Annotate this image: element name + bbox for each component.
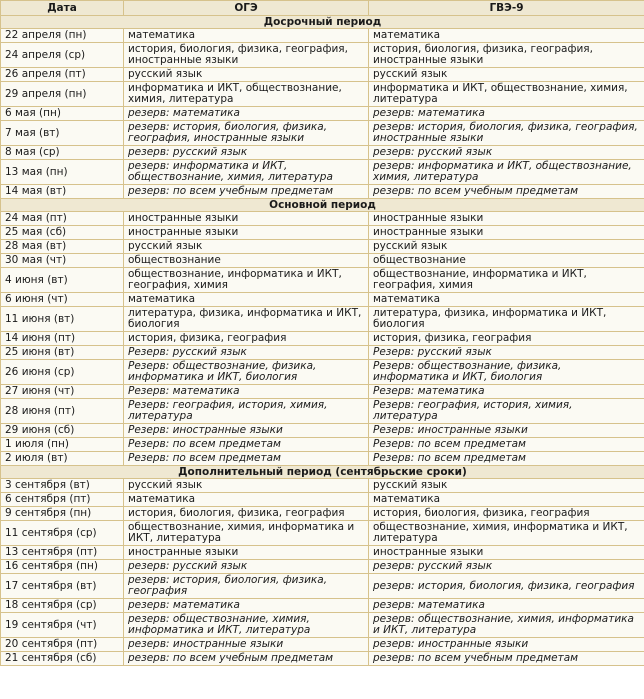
date-cell: 8 мая (ср) — [1, 146, 124, 160]
table-row — [1, 599, 644, 613]
date-cell: 29 июня (сб) — [1, 424, 124, 438]
oge-cell: история, биология, физика, география — [124, 507, 369, 521]
oge-cell: Резерв: русский язык — [124, 346, 369, 360]
date-cell: 25 мая (сб) — [1, 226, 124, 240]
oge-cell: Резерв: иностранные языки — [124, 424, 369, 438]
date-cell: 4 июня (вт) — [1, 268, 124, 293]
oge-cell: резерв: математика — [124, 107, 369, 121]
date-cell: 6 сентября (пт) — [1, 493, 124, 507]
date-cell: 9 сентября (пн) — [1, 507, 124, 521]
table-body — [1, 16, 644, 666]
oge-cell: иностранные языки — [124, 212, 369, 226]
oge-cell: история, биология, физика, география, иностранные языки — [124, 43, 369, 68]
table-row — [1, 521, 644, 546]
gve-cell: иностранные языки — [369, 226, 644, 240]
gve-cell: Резерв: география, история, химия, литература — [369, 399, 644, 424]
section-row — [1, 466, 644, 479]
gve-cell: обществознание, информатика и ИКТ, география, химия — [369, 268, 644, 293]
oge-cell: русский язык — [124, 68, 369, 82]
table-row — [1, 493, 644, 507]
gve-cell: резерв: информатика и ИКТ, обществознание, химия, литература — [369, 160, 644, 185]
date-cell: 2 июля (вт) — [1, 452, 124, 466]
oge-cell: литература, физика, информатика и ИКТ, биология — [124, 307, 369, 332]
date-cell: 7 мая (вт) — [1, 121, 124, 146]
table-row — [1, 121, 644, 146]
date-cell: 21 сентября (сб) — [1, 652, 124, 666]
gve-cell: литература, физика, информатика и ИКТ, биология — [369, 307, 644, 332]
gve-cell: русский язык — [369, 240, 644, 254]
date-cell: 19 сентября (чт) — [1, 613, 124, 638]
table-row — [1, 638, 644, 652]
date-cell: 22 апреля (пн) — [1, 29, 124, 43]
table-row — [1, 613, 644, 638]
date-cell: 6 мая (пн) — [1, 107, 124, 121]
gve-cell: математика — [369, 293, 644, 307]
table-row — [1, 438, 644, 452]
gve-cell: Резерв: иностранные языки — [369, 424, 644, 438]
oge-cell: резерв: иностранные языки — [124, 638, 369, 652]
oge-cell: математика — [124, 493, 369, 507]
date-cell: 26 апреля (пт) — [1, 68, 124, 82]
oge-cell: резерв: история, биология, физика, география — [124, 574, 369, 599]
table-row — [1, 452, 644, 466]
oge-cell: математика — [124, 29, 369, 43]
table-row — [1, 68, 644, 82]
oge-cell: обществознание, информатика и ИКТ, география, химия — [124, 268, 369, 293]
table-row — [1, 185, 644, 199]
date-cell: 14 мая (вт) — [1, 185, 124, 199]
table-row — [1, 332, 644, 346]
table-row — [1, 507, 644, 521]
oge-cell: обществознание — [124, 254, 369, 268]
gve-cell: история, физика, география — [369, 332, 644, 346]
table-row — [1, 160, 644, 185]
gve-cell: резерв: русский язык — [369, 560, 644, 574]
gve-cell: иностранные языки — [369, 212, 644, 226]
date-cell: 14 июня (пт) — [1, 332, 124, 346]
oge-cell: резерв: русский язык — [124, 560, 369, 574]
oge-cell: русский язык — [124, 240, 369, 254]
table-header — [1, 1, 644, 16]
table-row — [1, 560, 644, 574]
section-row — [1, 16, 644, 29]
table-row — [1, 240, 644, 254]
table-row — [1, 212, 644, 226]
gve-cell: Резерв: русский язык — [369, 346, 644, 360]
oge-cell: информатика и ИКТ, обществознание, химия, литература — [124, 82, 369, 107]
date-cell: 17 сентября (вт) — [1, 574, 124, 599]
oge-cell: резерв: по всем учебным предметам — [124, 652, 369, 666]
table-row — [1, 346, 644, 360]
date-cell: 13 мая (пн) — [1, 160, 124, 185]
gve-cell: Резерв: по всем предметам — [369, 452, 644, 466]
oge-cell: Резерв: математика — [124, 385, 369, 399]
section-title: Основной период — [1, 199, 644, 212]
date-cell: 28 июня (пт) — [1, 399, 124, 424]
oge-cell: история, физика, география — [124, 332, 369, 346]
oge-cell: резерв: история, биология, физика, география, иностранные языки — [124, 121, 369, 146]
oge-cell: иностранные языки — [124, 226, 369, 240]
date-cell: 26 июня (ср) — [1, 360, 124, 385]
header-gve: ГВЭ-9 — [369, 1, 644, 16]
table-row — [1, 360, 644, 385]
gve-cell: обществознание — [369, 254, 644, 268]
date-cell: 30 мая (чт) — [1, 254, 124, 268]
oge-cell: русский язык — [124, 479, 369, 493]
gve-cell: история, биология, физика, география — [369, 507, 644, 521]
table-row — [1, 107, 644, 121]
gve-cell: Резерв: по всем предметам — [369, 438, 644, 452]
section-title: Досрочный период — [1, 16, 644, 29]
gve-cell: резерв: иностранные языки — [369, 638, 644, 652]
header-oge: ОГЭ — [124, 1, 369, 16]
table-row — [1, 546, 644, 560]
date-cell: 13 сентября (пт) — [1, 546, 124, 560]
gve-cell: резерв: русский язык — [369, 146, 644, 160]
date-cell: 20 сентября (пт) — [1, 638, 124, 652]
table-row — [1, 82, 644, 107]
date-cell: 11 июня (вт) — [1, 307, 124, 332]
gve-cell: математика — [369, 493, 644, 507]
oge-cell: Резерв: по всем предметам — [124, 452, 369, 466]
gve-cell: резерв: математика — [369, 107, 644, 121]
oge-cell: обществознание, химия, информатика и ИКТ, литература — [124, 521, 369, 546]
date-cell: 11 сентября (ср) — [1, 521, 124, 546]
oge-cell: резерв: информатика и ИКТ, обществознание, химия, литература — [124, 160, 369, 185]
date-cell: 28 мая (вт) — [1, 240, 124, 254]
oge-cell: резерв: обществознание, химия, информатика и ИКТ, литература — [124, 613, 369, 638]
gve-cell: резерв: история, биология, физика, география, иностранные языки — [369, 121, 644, 146]
table-row — [1, 424, 644, 438]
gve-cell: математика — [369, 29, 644, 43]
date-cell: 1 июля (пн) — [1, 438, 124, 452]
gve-cell: обществознание, химия, информатика и ИКТ, литература — [369, 521, 644, 546]
date-cell: 25 июня (вт) — [1, 346, 124, 360]
date-cell: 24 апреля (ср) — [1, 43, 124, 68]
oge-cell: резерв: русский язык — [124, 146, 369, 160]
gve-cell: русский язык — [369, 68, 644, 82]
oge-cell: резерв: по всем учебным предметам — [124, 185, 369, 199]
gve-cell: Резерв: обществознание, физика, информатика и ИКТ, биология — [369, 360, 644, 385]
table-row — [1, 479, 644, 493]
date-cell: 24 мая (пт) — [1, 212, 124, 226]
gve-cell: резерв: по всем учебным предметам — [369, 185, 644, 199]
gve-cell: резерв: обществознание, химия, информатика и ИКТ, литература — [369, 613, 644, 638]
table-row — [1, 652, 644, 666]
gve-cell: Резерв: математика — [369, 385, 644, 399]
date-cell: 18 сентября (ср) — [1, 599, 124, 613]
table-row — [1, 226, 644, 240]
table-row — [1, 268, 644, 293]
gve-cell: информатика и ИКТ, обществознание, химия, литература — [369, 82, 644, 107]
table-row — [1, 293, 644, 307]
oge-cell: Резерв: по всем предметам — [124, 438, 369, 452]
gve-cell: русский язык — [369, 479, 644, 493]
table-row — [1, 254, 644, 268]
header-date: Дата — [1, 1, 124, 16]
oge-cell: иностранные языки — [124, 546, 369, 560]
date-cell: 3 сентября (вт) — [1, 479, 124, 493]
oge-cell: резерв: математика — [124, 599, 369, 613]
date-cell: 27 июня (чт) — [1, 385, 124, 399]
date-cell: 6 июня (чт) — [1, 293, 124, 307]
gve-cell: резерв: по всем учебным предметам — [369, 652, 644, 666]
gve-cell: история, биология, физика, география, иностранные языки — [369, 43, 644, 68]
section-row — [1, 199, 644, 212]
table-row — [1, 43, 644, 68]
table-row — [1, 574, 644, 599]
table-row — [1, 307, 644, 332]
section-title: Дополнительный период (сентябрьские сроки) — [1, 466, 644, 479]
gve-cell: резерв: математика — [369, 599, 644, 613]
date-cell: 16 сентября (пн) — [1, 560, 124, 574]
gve-cell: иностранные языки — [369, 546, 644, 560]
oge-cell: Резерв: география, история, химия, литература — [124, 399, 369, 424]
header-row — [1, 1, 644, 16]
gve-cell: резерв: история, биология, физика, география — [369, 574, 644, 599]
date-cell: 29 апреля (пн) — [1, 82, 124, 107]
oge-cell: математика — [124, 293, 369, 307]
table-row — [1, 29, 644, 43]
oge-cell: Резерв: обществознание, физика, информатика и ИКТ, биология — [124, 360, 369, 385]
table-row — [1, 399, 644, 424]
table-row — [1, 146, 644, 160]
table-row — [1, 385, 644, 399]
